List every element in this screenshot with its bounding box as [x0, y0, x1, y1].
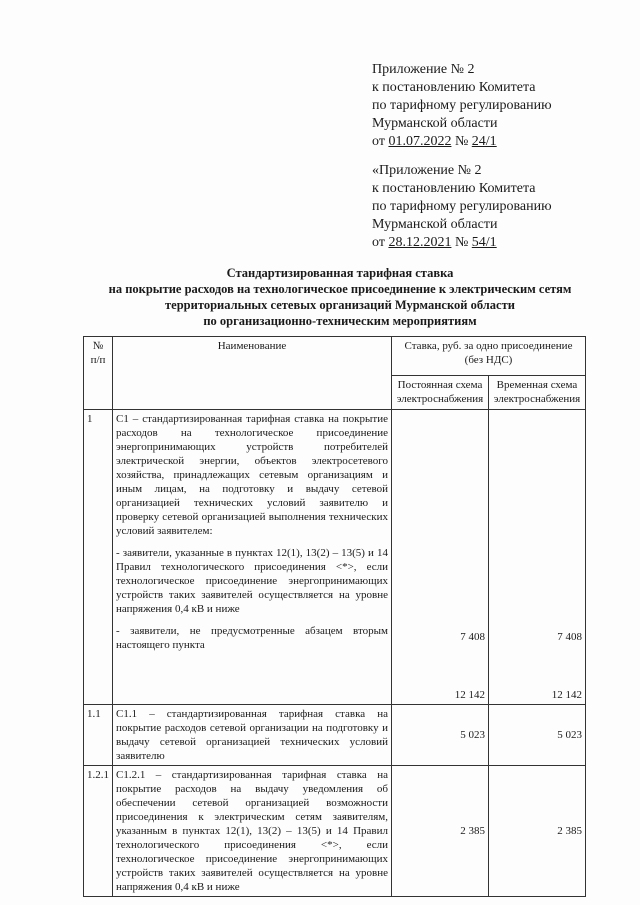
- value-temporary: 5 023: [489, 705, 586, 766]
- document-title: [80, 265, 600, 329]
- value-permanent: 5 023: [392, 705, 489, 766]
- value-permanent: 7 408: [460, 631, 485, 643]
- row-sub-item: - заявители, не предусмотренные абзацем вторым настоящего пункта: [116, 625, 388, 651]
- value-permanent: 2 385: [392, 766, 489, 897]
- title-line: территориальных сетевых организаций Мурманской области: [165, 298, 515, 312]
- header-temporary: Временная схема электроснабжения: [489, 376, 586, 410]
- appendix-header-previous: [372, 162, 552, 252]
- appendix-number: 54/1: [471, 235, 497, 250]
- header-permanent: Постоянная схема электроснабжения: [392, 376, 489, 410]
- rates-table: [83, 336, 586, 897]
- number-sign: №: [454, 134, 469, 149]
- temporary-values: [489, 410, 586, 705]
- appendix-header-current: [372, 61, 552, 151]
- permanent-values: [392, 410, 489, 705]
- appendix-line: Приложение № 2: [372, 62, 475, 77]
- date-prefix: от: [372, 235, 385, 250]
- row-number: 1: [84, 410, 113, 705]
- header-name: Наименование: [113, 337, 392, 410]
- header-rate: Ставка, руб. за одно присоединение (без НДС): [392, 337, 586, 376]
- table-row: [84, 410, 586, 705]
- row-description: С1.2.1 – стандартизированная тарифная ставка на покрытие расходов на выдачу уведомления об обеспечении сетевой организацией возможности присоединения к электрическим сетям заявителям, указанным в пунктах 12(1), 13(2) – 13(5) и 14 Правил технологического присоединения <*>, если технологическое присоединение энергопринимающих устройств таких заявителей осуществляется на уровне напряжения 0,4 кВ и ниже: [113, 766, 392, 897]
- header-num: № п/п: [84, 337, 113, 410]
- value-permanent: 12 142: [454, 689, 485, 701]
- appendix-line: по тарифному регулированию: [372, 199, 552, 214]
- row-number: 1.1: [84, 705, 113, 766]
- title-line: Стандартизированная тарифная ставка: [226, 266, 454, 280]
- row-intro: С1 – стандартизированная тарифная ставка на покрытие расходов на технологическое присоединение энергопринимающих устройств потребителей электрической энергии, объектов электросетевого хозяйства, принадлежащих сетевым организациям и иным лицам, на подготовку и выдачу сетевой организацией технических условий заявителю и проверку сетевой организацией выполнения технических условий заявителем:: [116, 413, 388, 537]
- appendix-date-line: [372, 234, 552, 252]
- appendix-line: к постановлению Комитета: [372, 181, 536, 196]
- row-description: [113, 410, 392, 705]
- row-sub-item: - заявители, указанные в пунктах 12(1), 13(2) – 13(5) и 14 Правил технологического присоединения <*>, если технологическое присоединение энергопринимающих устройств таких заявителей осуществляется на уровне напряжения 0,4 кВ и ниже: [116, 547, 388, 615]
- table-row: [84, 766, 586, 897]
- appendix-line: Мурманской области: [372, 217, 498, 232]
- appendix-date: 01.07.2022: [388, 134, 452, 149]
- appendix-line: «Приложение № 2: [372, 163, 482, 178]
- table-header-row: [84, 337, 586, 376]
- appendix-date-line: [372, 133, 552, 151]
- table-row: [84, 705, 586, 766]
- value-temporary: 2 385: [489, 766, 586, 897]
- number-sign: №: [454, 235, 469, 250]
- appendix-line: Мурманской области: [372, 116, 498, 131]
- date-prefix: от: [372, 134, 385, 149]
- value-temporary: 7 408: [557, 631, 582, 643]
- appendix-line: по тарифному регулированию: [372, 98, 552, 113]
- title-line: на покрытие расходов на технологическое присоединение к электрическим сетям: [108, 282, 572, 296]
- title-line: по организационно-техническим мероприятиям: [203, 314, 477, 328]
- appendix-line: к постановлению Комитета: [372, 80, 536, 95]
- value-temporary: 12 142: [551, 689, 582, 701]
- appendix-number: 24/1: [471, 134, 497, 149]
- appendix-date: 28.12.2021: [388, 235, 452, 250]
- row-description: С1.1 – стандартизированная тарифная ставка на покрытие расходов сетевой организации на подготовку и выдачу сетевой организацией технических условий заявителю: [113, 705, 392, 766]
- row-number: 1.2.1: [84, 766, 113, 897]
